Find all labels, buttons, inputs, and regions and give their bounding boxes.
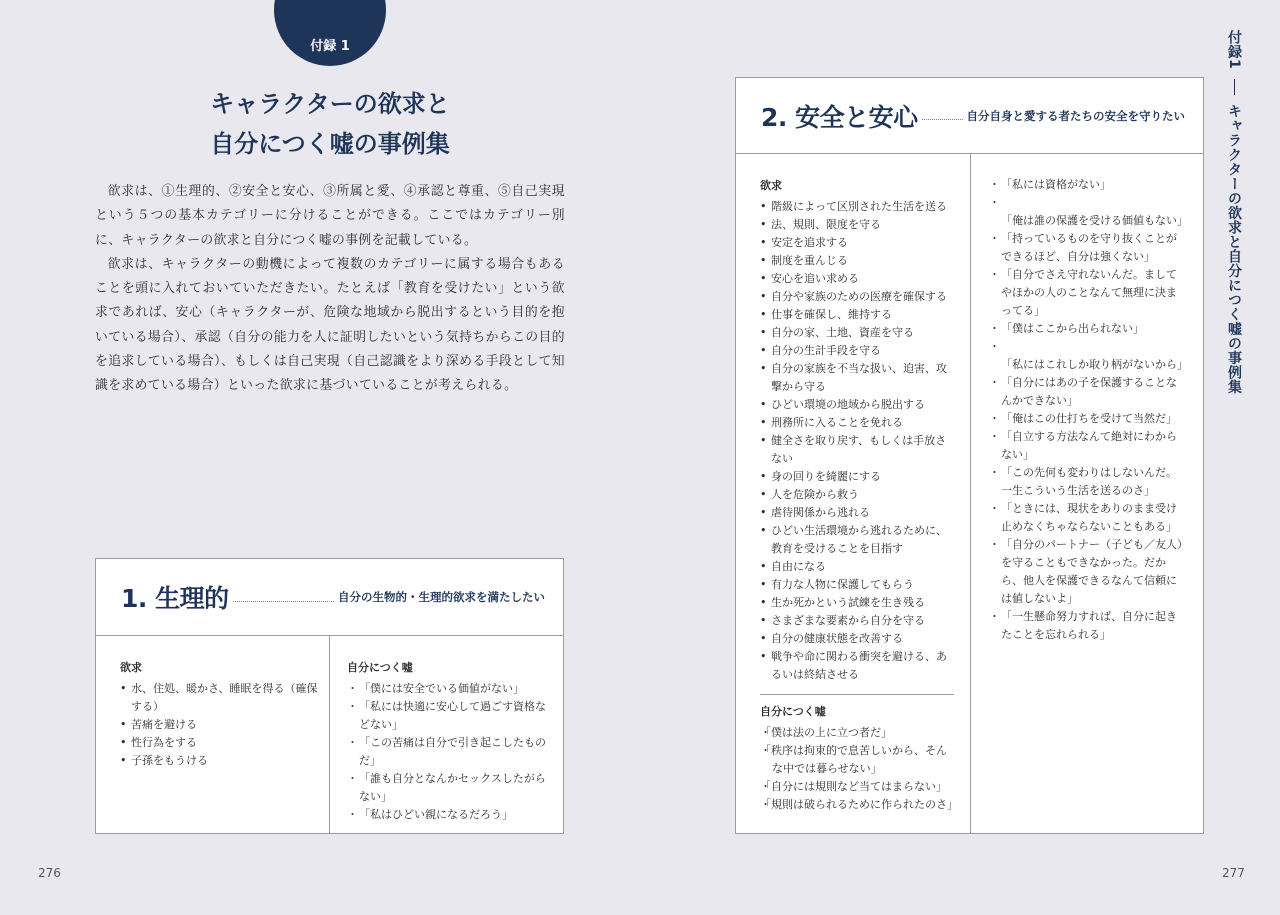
- need-item: • 有力な人物に保護してもらう: [760, 576, 954, 594]
- need-item: • 刑務所に入ることを免れる: [760, 414, 954, 432]
- needs-list: [760, 198, 954, 684]
- lie-item: ・ 「自分のパートナー（子ども／友人）を守ることもできなかった。だから、他人を保護できるなんて信頼には値しないよ」: [989, 536, 1183, 608]
- lie-item: ・ 「誰も自分となんかセックスしたがらない」: [347, 770, 549, 806]
- section-1-heading: 1. 生理的: [121, 584, 229, 613]
- needs-label: 欲求: [120, 661, 142, 674]
- lies-label: 自分につく嘘: [760, 705, 826, 718]
- lie-item: ・ 「自分には規則など当てはまらない」: [760, 778, 954, 796]
- need-item: • 自分や家族のための医療を確保する: [760, 288, 954, 306]
- lies-list-continued: [989, 176, 1188, 644]
- need-item: • 性行為をする: [120, 734, 319, 752]
- title-line-1: キャラクターの欲求と: [210, 90, 450, 118]
- need-item: • 仕事を確保し、維持する: [760, 306, 954, 324]
- need-item: • 虐待関係から逃れる: [760, 504, 954, 522]
- need-item: • 階級によって区別された生活を送る: [760, 198, 954, 216]
- need-item: • 自分の生計手段を守る: [760, 342, 954, 360]
- running-head-rule: [1234, 79, 1235, 95]
- column-divider: [760, 694, 954, 695]
- page-title: [170, 84, 490, 164]
- need-item: • 自分の家族を不当な扱い、迫害、攻撃から守る: [760, 360, 954, 396]
- need-item: • 自分の家、土地、資産を守る: [760, 324, 954, 342]
- section-2-left-column: [736, 154, 970, 833]
- section-2-heading: 2. 安全と安心: [761, 102, 918, 132]
- section-2-header: [736, 78, 1203, 154]
- lie-item: ・ 「僕には安全でいる価値がない」: [347, 680, 549, 698]
- section-2-right-column: [970, 154, 1203, 833]
- title-line-2: 自分につく嘘の事例集: [210, 130, 450, 158]
- lies-list: [347, 680, 549, 824]
- appendix-badge: 付録 1: [274, 0, 386, 66]
- lie-item: ・ 「私には資格がない」: [989, 176, 1183, 194]
- need-item: • さまざまな要素から自分を守る: [760, 612, 954, 630]
- need-item: • ひどい生活環境から逃れるために、教育を受けることを目指す: [760, 522, 954, 558]
- need-item: • ひどい環境の地域から脱出する: [760, 396, 954, 414]
- need-item: • 水、住処、暖かさ、睡眠を得る（確保する）: [120, 680, 319, 716]
- lie-item: ・ 「自立する方法なんて絶対にわからない」: [989, 428, 1183, 464]
- lie-item: ・ 「僕はここから出られない」: [989, 320, 1183, 338]
- needs-list: [120, 680, 319, 770]
- need-item: • 身の回りを綺麗にする: [760, 468, 954, 486]
- lie-item: ・ 「私には快適に安心して過ごす資格などない」: [347, 698, 549, 734]
- needs-label: 欲求: [760, 179, 782, 192]
- section-1-subtitle: 自分の生物的・生理的欲求を満たしたい: [338, 590, 545, 604]
- dotted-leader: [922, 119, 963, 120]
- lie-item: ・ 「秩序は拘束的で息苦しいから、そんな中では暮らせない」: [760, 742, 954, 778]
- lie-item: ・ 「私はひどい親になるだろう」: [347, 806, 549, 824]
- section-1-needs-column: [96, 636, 329, 833]
- lie-item: ・ 「俺はこの仕打ちを受けて当然だ」: [989, 410, 1183, 428]
- section-1-header: [96, 559, 563, 636]
- lie-item: ・ 「規則は破られるために作られたのさ」: [760, 796, 954, 814]
- lie-item: ・ 「ときには、現状をありのまま受け止めなくちゃならないこともある」: [989, 500, 1183, 536]
- need-item: • 苦痛を避ける: [120, 716, 319, 734]
- need-item: • 安心を追い求める: [760, 270, 954, 288]
- section-1-lies-column: [329, 636, 563, 833]
- intro-paragraph: 欲求は、キャラクターの動機によって複数のカテゴリーに属する場合もあることを頭に入れておいていただきたい。たとえば「教育を受けたい」という欲求であれば、安心（キャラクターが、危険な地域から脱出するという目的を抱いている場合）、承認（自分の能力を人に証明したいという気持ちからこの目的を追求している場合）、もしくは自己実現（自己認識をより深める手段として知識を求めている場合）といった欲求に基づいていることが考えられる。: [95, 256, 565, 394]
- lies-list: [760, 724, 958, 814]
- intro-text: [95, 180, 565, 399]
- intro-paragraph: 欲求は、①生理的、②安全と安心、③所属と愛、④承認と尊重、⑤自己実現という５つの基本カテゴリーに分けることができる。ここではカテゴリー別に、キャラクターの欲求と自分につく嘘の事例を記載している。: [95, 184, 565, 248]
- running-head-label: 付録1: [1226, 30, 1242, 70]
- lie-item: ・ 「自分にはあの子を保護することなんかできない」: [989, 374, 1183, 410]
- section-1-box: [95, 558, 564, 834]
- lie-item: ・ 「俺は誰の保護を受ける価値もない」: [989, 194, 1183, 230]
- lie-item: ・ 「一生懸命努力すれば、自分に起きたことを忘れられる」: [989, 608, 1183, 644]
- need-item: • 健全さを取り戻す、もしくは手放さない: [760, 432, 954, 468]
- lie-item: ・ 「この苦痛は自分で引き起こしたものだ」: [347, 734, 549, 770]
- need-item: • 自分の健康状態を改善する: [760, 630, 954, 648]
- dotted-leader: [233, 601, 334, 602]
- page-number-right: 277: [1222, 866, 1245, 880]
- running-head: [1224, 30, 1244, 394]
- lie-item: ・ 「持っているものを守り抜くことができるほど、自分は強くない」: [989, 230, 1183, 266]
- running-head-title: キャラクターの欲求と自分につく嘘の事例集: [1226, 104, 1242, 394]
- lie-item: ・ 「この先何も変わりはしないんだ。一生こういう生活を送るのさ」: [989, 464, 1183, 500]
- need-item: • 人を危険から救う: [760, 486, 954, 504]
- need-item: • 法、規則、限度を守る: [760, 216, 954, 234]
- lie-item: ・ 「私にはこれしか取り柄がないから」: [989, 338, 1183, 374]
- need-item: • 制度を重んじる: [760, 252, 954, 270]
- need-item: • 安定を追求する: [760, 234, 954, 252]
- section-2-box: [735, 77, 1204, 834]
- page-number-left: 276: [38, 866, 61, 880]
- lie-item: ・ 「僕は法の上に立つ者だ」: [760, 724, 954, 742]
- need-item: • 子孫をもうける: [120, 752, 319, 770]
- section-2-subtitle: 自分自身と愛する者たちの安全を守りたい: [966, 108, 1185, 123]
- need-item: • 自由になる: [760, 558, 954, 576]
- lies-label: 自分につく嘘: [347, 661, 413, 674]
- need-item: • 戦争や命に関わる衝突を避ける、あるいは終結させる: [760, 648, 954, 684]
- lie-item: ・ 「自分でさえ守れないんだ。ましてやほかの人のことなんて無理に決まってる」: [989, 266, 1183, 320]
- need-item: • 生か死かという試練を生き残る: [760, 594, 954, 612]
